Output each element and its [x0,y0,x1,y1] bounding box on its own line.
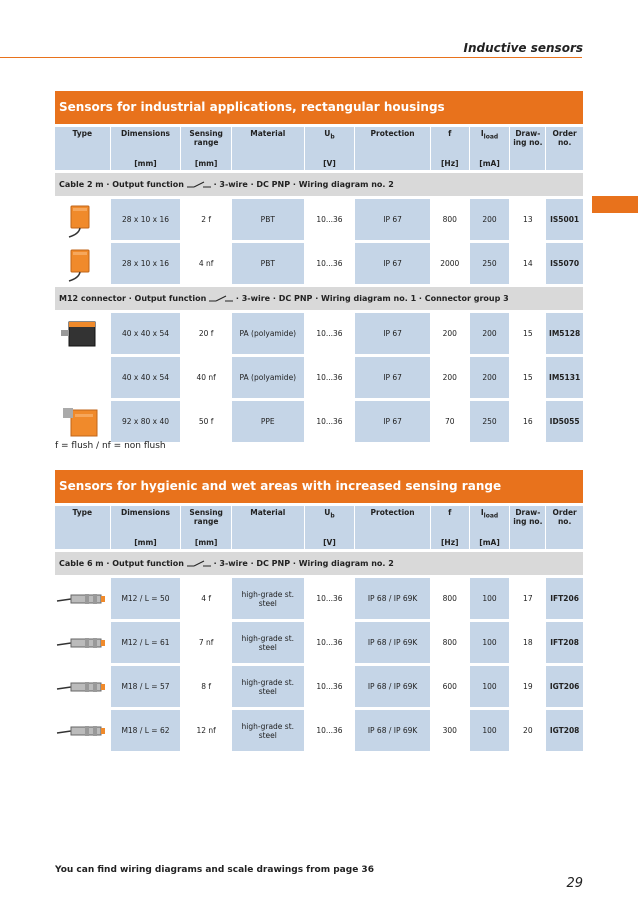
load-current-cell: 100 [470,666,510,707]
product-image [55,710,110,751]
header-rule [0,57,582,58]
product-image [55,357,110,398]
protection-cell: IP 67 [355,401,430,442]
group-header-connector: M12 connector · Output function · 3-wire · DC PNP · Wiring diagram no. 1 · Connector group 3 [55,287,583,310]
material-cell: PA (polyamide) [232,313,304,354]
sensing-range-cell: 50 f [181,401,231,442]
switch-symbol-icon [209,295,233,303]
protection-cell: IP 68 / IP 69K [355,578,430,619]
drawing-no-cell: 17 [510,578,545,619]
protection-cell: IP 68 / IP 69K [355,666,430,707]
column-header-cell: Dimensions [mm] [111,127,181,170]
product-image [55,199,110,240]
dimensions-cell: M18 / L = 62 [111,710,181,751]
drawing-no-cell: 15 [510,313,545,354]
table-row [55,666,583,707]
voltage-cell: 10...36 [305,243,355,284]
table-row [55,578,583,619]
column-header-cell: f [Hz] [431,506,469,549]
sensing-range-cell: 4 f [181,578,231,619]
frequency-cell: 800 [431,199,469,240]
product-image [55,622,110,663]
switch-symbol-icon [187,560,211,568]
group-header-cable: Cable 2 m · Output function · 3-wire · DC PNP · Wiring diagram no. 2 [55,173,583,196]
material-cell: PA (polyamide) [232,357,304,398]
product-image [55,666,110,707]
group-header-cable: Cable 6 m · Output function · 3-wire · DC PNP · Wiring diagram no. 2 [55,552,583,575]
column-header-cell: Material [232,127,304,170]
table-row [55,357,583,398]
load-current-cell: 200 [470,199,510,240]
drawing-no-cell: 19 [510,666,545,707]
column-header-cell: Order no. [546,127,583,170]
table-row [55,622,583,663]
dimensions-cell: 40 x 40 x 54 [111,313,181,354]
column-header-cell: $I_{load}$ [mA] [470,506,510,549]
protection-cell: IP 67 [355,357,430,398]
frequency-cell: 200 [431,357,469,398]
column-header-cell: Protection [355,506,430,549]
material-cell: PBT [232,199,304,240]
drawing-no-cell: 16 [510,401,545,442]
frequency-cell: 600 [431,666,469,707]
order-no-cell: IFT206 [546,578,583,619]
load-current-cell: 100 [470,578,510,619]
dimensions-cell: M12 / L = 50 [111,578,181,619]
load-current-cell: 250 [470,401,510,442]
header-title: Inductive sensors [463,41,583,55]
column-header-cell: Material [232,506,304,549]
table-row [55,401,583,442]
column-header-cell: Sensing range [mm] [181,506,231,549]
sensing-range-cell: 20 f [181,313,231,354]
order-no-cell: ID5055 [546,401,583,442]
column-header-cell: $U_b$ [V] [305,506,355,549]
drawing-no-cell: 18 [510,622,545,663]
section-industrial [55,91,583,442]
order-no-cell: IFT208 [546,622,583,663]
protection-cell: IP 67 [355,199,430,240]
voltage-cell: 10...36 [305,622,355,663]
order-no-cell: IS5070 [546,243,583,284]
dimensions-cell: M12 / L = 61 [111,622,181,663]
column-header-cell: Protection [355,127,430,170]
load-current-cell: 100 [470,622,510,663]
drawing-no-cell: 13 [510,199,545,240]
dimensions-cell: 40 x 40 x 54 [111,357,181,398]
sensing-range-cell: 4 nf [181,243,231,284]
voltage-cell: 10...36 [305,357,355,398]
drawing-no-cell: 14 [510,243,545,284]
drawing-no-cell: 15 [510,357,545,398]
order-no-cell: IM5131 [546,357,583,398]
voltage-cell: 10...36 [305,578,355,619]
table-row [55,710,583,751]
dimensions-cell: 92 x 80 x 40 [111,401,181,442]
column-header-cell: Type [55,506,110,549]
material-cell: PPE [232,401,304,442]
footer-note: You can find wiring diagrams and scale drawings from page 36 [55,865,374,875]
column-header-cell: Draw-ing no. [510,127,545,170]
frequency-cell: 800 [431,578,469,619]
material-cell: high-grade st. steel [232,710,304,751]
section-title: Sensors for hygienic and wet areas with increased sensing range [55,470,583,503]
column-header-cell: Type [55,127,110,170]
frequency-cell: 2000 [431,243,469,284]
section-title: Sensors for industrial applications, rectangular housings [55,91,583,124]
order-no-cell: IGT206 [546,666,583,707]
frequency-cell: 200 [431,313,469,354]
voltage-cell: 10...36 [305,199,355,240]
load-current-cell: 250 [470,243,510,284]
column-header-cell: Draw-ing no. [510,506,545,549]
sensing-range-cell: 40 nf [181,357,231,398]
sensing-range-cell: 12 nf [181,710,231,751]
load-current-cell: 200 [470,313,510,354]
section-hygienic [55,470,583,751]
table-row [55,313,583,354]
voltage-cell: 10...36 [305,710,355,751]
column-header-cell: $I_{load}$ [mA] [470,127,510,170]
frequency-cell: 800 [431,622,469,663]
column-header-cell: Dimensions [mm] [111,506,181,549]
order-no-cell: IM5128 [546,313,583,354]
frequency-cell: 70 [431,401,469,442]
protection-cell: IP 68 / IP 69K [355,710,430,751]
side-tab [592,196,638,213]
voltage-cell: 10...36 [305,313,355,354]
table-row [55,243,583,284]
table-row [55,199,583,240]
sensing-range-cell: 8 f [181,666,231,707]
material-cell: PBT [232,243,304,284]
column-header [55,127,583,170]
protection-cell: IP 67 [355,313,430,354]
load-current-cell: 100 [470,710,510,751]
column-header-cell: Sensing range [mm] [181,127,231,170]
column-header-cell: f [Hz] [431,127,469,170]
sensing-range-cell: 7 nf [181,622,231,663]
order-no-cell: IGT208 [546,710,583,751]
product-image [55,243,110,284]
column-header [55,506,583,549]
page-number: 29 [566,876,583,891]
material-cell: high-grade st. steel [232,622,304,663]
dimensions-cell: 28 x 10 x 16 [111,199,181,240]
column-header-cell: $U_b$ [V] [305,127,355,170]
drawing-no-cell: 20 [510,710,545,751]
product-image [55,313,110,354]
load-current-cell: 200 [470,357,510,398]
protection-cell: IP 68 / IP 69K [355,622,430,663]
frequency-cell: 300 [431,710,469,751]
column-header-cell: Order no. [546,506,583,549]
product-image [55,578,110,619]
dimensions-cell: 28 x 10 x 16 [111,243,181,284]
sensing-range-cell: 2 f [181,199,231,240]
material-cell: high-grade st. steel [232,666,304,707]
dimensions-cell: M18 / L = 57 [111,666,181,707]
voltage-cell: 10...36 [305,666,355,707]
switch-symbol-icon [187,181,211,189]
voltage-cell: 10...36 [305,401,355,442]
protection-cell: IP 67 [355,243,430,284]
material-cell: high-grade st. steel [232,578,304,619]
product-image [55,401,110,442]
flush-note: f = flush / nf = non flush [55,441,166,451]
order-no-cell: IS5001 [546,199,583,240]
